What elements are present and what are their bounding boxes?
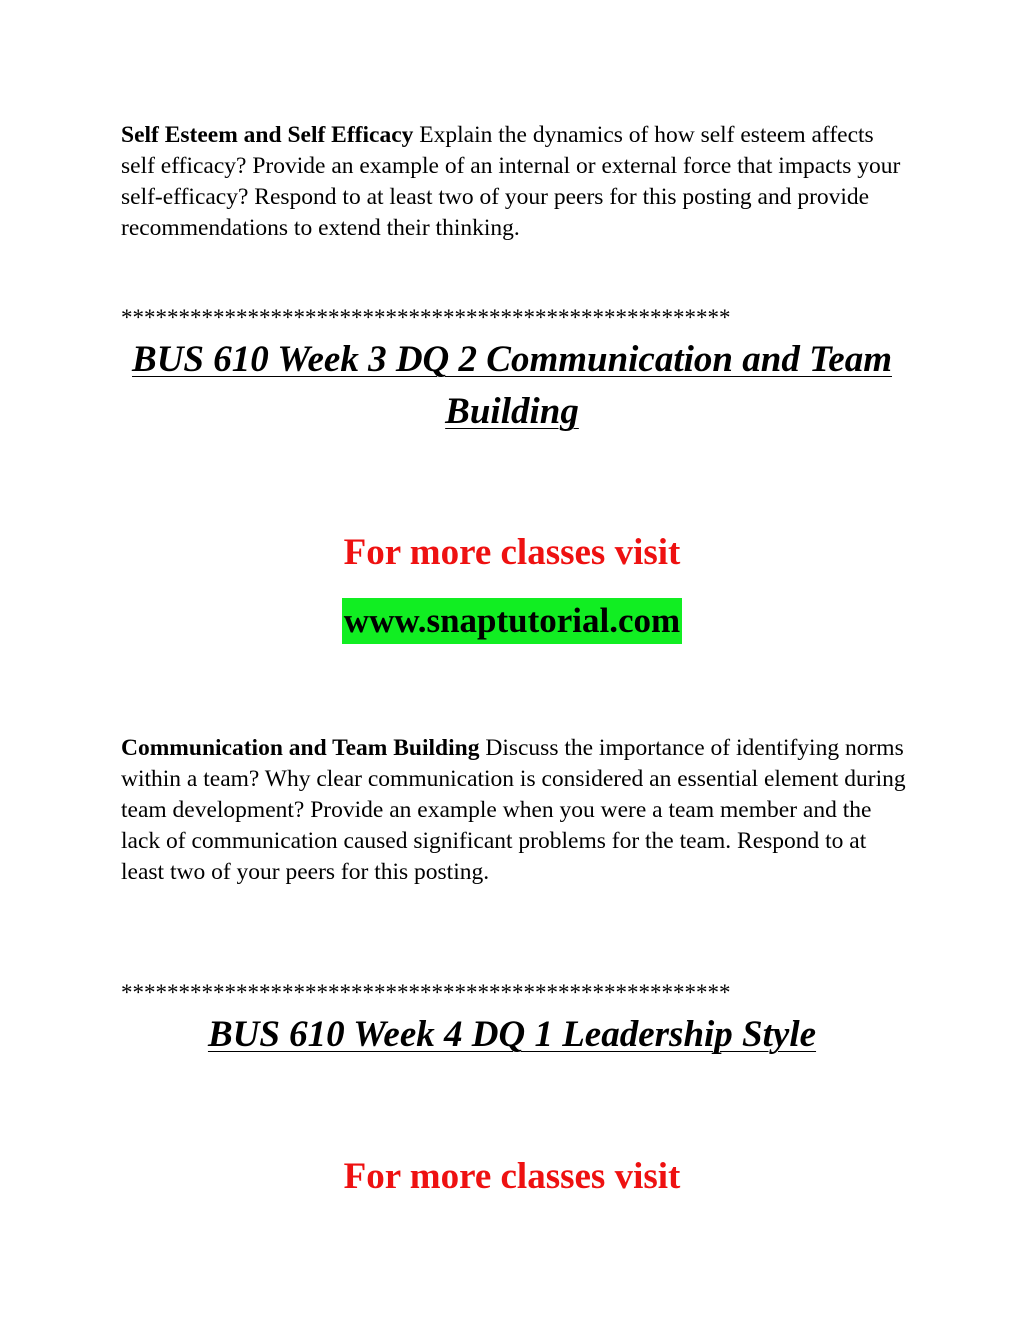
- more-classes-text: For more classes visit: [343, 1156, 681, 1197]
- week4-dq1-heading[interactable]: BUS 610 Week 4 DQ 1 Leadership Style: [207, 1014, 817, 1055]
- more-classes-text: For more classes visit: [343, 532, 681, 573]
- communication-title: Communication and Team Building: [121, 735, 480, 761]
- separator-stars: *****************************************************: [121, 981, 731, 1005]
- week3-dq2-heading[interactable]: BUS 610 Week 3 DQ 2 Communication and Team Building: [132, 339, 892, 432]
- separator-stars: *****************************************************: [121, 306, 731, 330]
- snaptutorial-link[interactable]: www.snaptutorial.com: [342, 598, 682, 644]
- self-esteem-paragraph: [121, 120, 911, 244]
- self-esteem-body: Explain the dynamics of how self esteem affects self efficacy? Provide an example of an internal or external force that impacts your self-efficacy? Respond to at least two of your peers for this posting and provide recommendations to extend their thinking.: [121, 122, 901, 241]
- self-esteem-title: Self Esteem and Self Efficacy: [121, 122, 414, 148]
- communication-paragraph: [121, 733, 911, 888]
- site-link-wrapper: [0, 598, 1024, 644]
- communication-body: Discuss the importance of identifying norms within a team? Why clear communication is considered an essential element during team development? Provide an example when you were a team member and the lack of communication caused significant problems for the team. Respond to at least two of your peers for this posting.: [121, 735, 906, 885]
